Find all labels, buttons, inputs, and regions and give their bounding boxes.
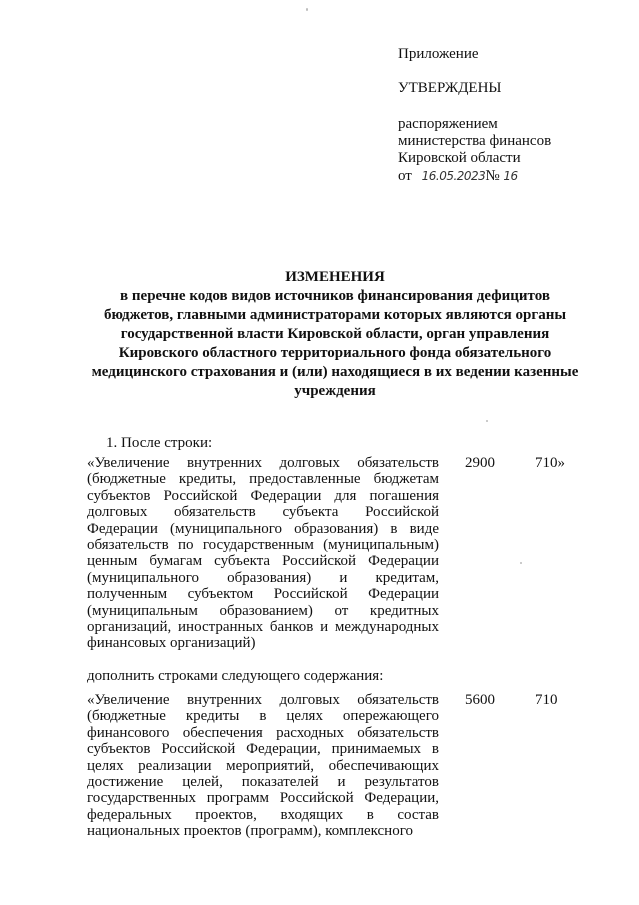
text-line: государственных программ Российской Федерации, (87, 790, 439, 807)
handwritten-date: 16.05.2023 (421, 169, 486, 183)
text-line: субъектов Российской Федерации, принимаемых в (87, 741, 439, 758)
scan-speck (520, 562, 522, 564)
title-heading: ИЗМЕНЕНИЯ (285, 269, 385, 285)
text-line: национальных проектов (программ), комплексного (87, 823, 413, 840)
text-line: «Увеличение внутренних долговых обязательств (87, 692, 439, 708)
text-line: Кировского областного территориального фонда обязательного (118, 345, 552, 361)
date-prefix: от (398, 168, 412, 184)
handwritten-number: 16 (503, 169, 518, 183)
scan-speck (306, 8, 308, 11)
text-line: субъектов Российской Федерации для погашения (87, 487, 439, 504)
number-sign: № (485, 168, 500, 184)
text-line: долговых обязательств субъекта Российской (87, 504, 439, 521)
text-line: (бюджетные кредиты, предоставленные бюджетам (87, 471, 439, 488)
text-line: ценным бумагам субъекта Российской Федерации (87, 553, 439, 570)
text-line: обязательств по государственным (муниципальным) (87, 537, 439, 554)
row-kvr: 710» (535, 455, 565, 471)
source-row-new (87, 692, 558, 840)
text-line: достижение целей, показателей и результатов (87, 774, 439, 791)
text-line: организаций, иностранных банков и международных (87, 619, 439, 636)
row-kvr: 710 (535, 692, 558, 708)
text-line: (муниципального образования) и кредитам, (87, 569, 439, 586)
row-code: 5600 (465, 692, 495, 708)
text-line: в перечне кодов видов источников финансирования дефицитов (120, 288, 550, 304)
order-line-2: министерства финансов (398, 133, 552, 149)
order-line-3: Кировской области (398, 150, 521, 166)
text-line: финансовых организаций) (87, 635, 256, 652)
text-line: (бюджетные кредиты в целях опережающего (87, 708, 439, 725)
text-line: финансового обеспечения расходных обязательств (87, 724, 439, 741)
text-line: (муниципальным образованием) от кредитных (87, 602, 439, 619)
text-line: медицинского страхования и (или) находящиеся в их ведении казенные (91, 364, 579, 380)
document-title (80, 268, 590, 401)
text-line: полученным субъектом Российской Федерации (87, 586, 439, 603)
append-label: дополнить строками следующего содержания: (87, 668, 384, 684)
text-line: государственной власти Кировской области, орган управления (120, 326, 550, 342)
text-line: целях реализации мероприятий, обеспечивающих (87, 757, 439, 774)
text-line: Федерации (муниципального образования) в виде (87, 520, 439, 537)
item-1-label: 1. После строки: (106, 435, 213, 451)
order-line-1: распоряжением (398, 116, 498, 132)
title-subtitle (80, 287, 590, 401)
row-code: 2900 (465, 455, 495, 471)
text-line: федеральных проектов, входящих в состав (87, 806, 439, 823)
order-date-line (398, 168, 518, 185)
approved-label: УТВЕРЖДЕНЫ (398, 80, 502, 96)
attachment-label: Приложение (398, 46, 479, 62)
text-line: учреждения (294, 383, 376, 399)
source-row-original (87, 455, 565, 652)
scan-speck (486, 420, 488, 422)
text-line: «Увеличение внутренних долговых обязательств (87, 455, 439, 471)
row-description (87, 692, 439, 840)
row-description (87, 455, 439, 652)
text-line: бюджетов, главными администраторами которых являются органы (103, 307, 567, 323)
